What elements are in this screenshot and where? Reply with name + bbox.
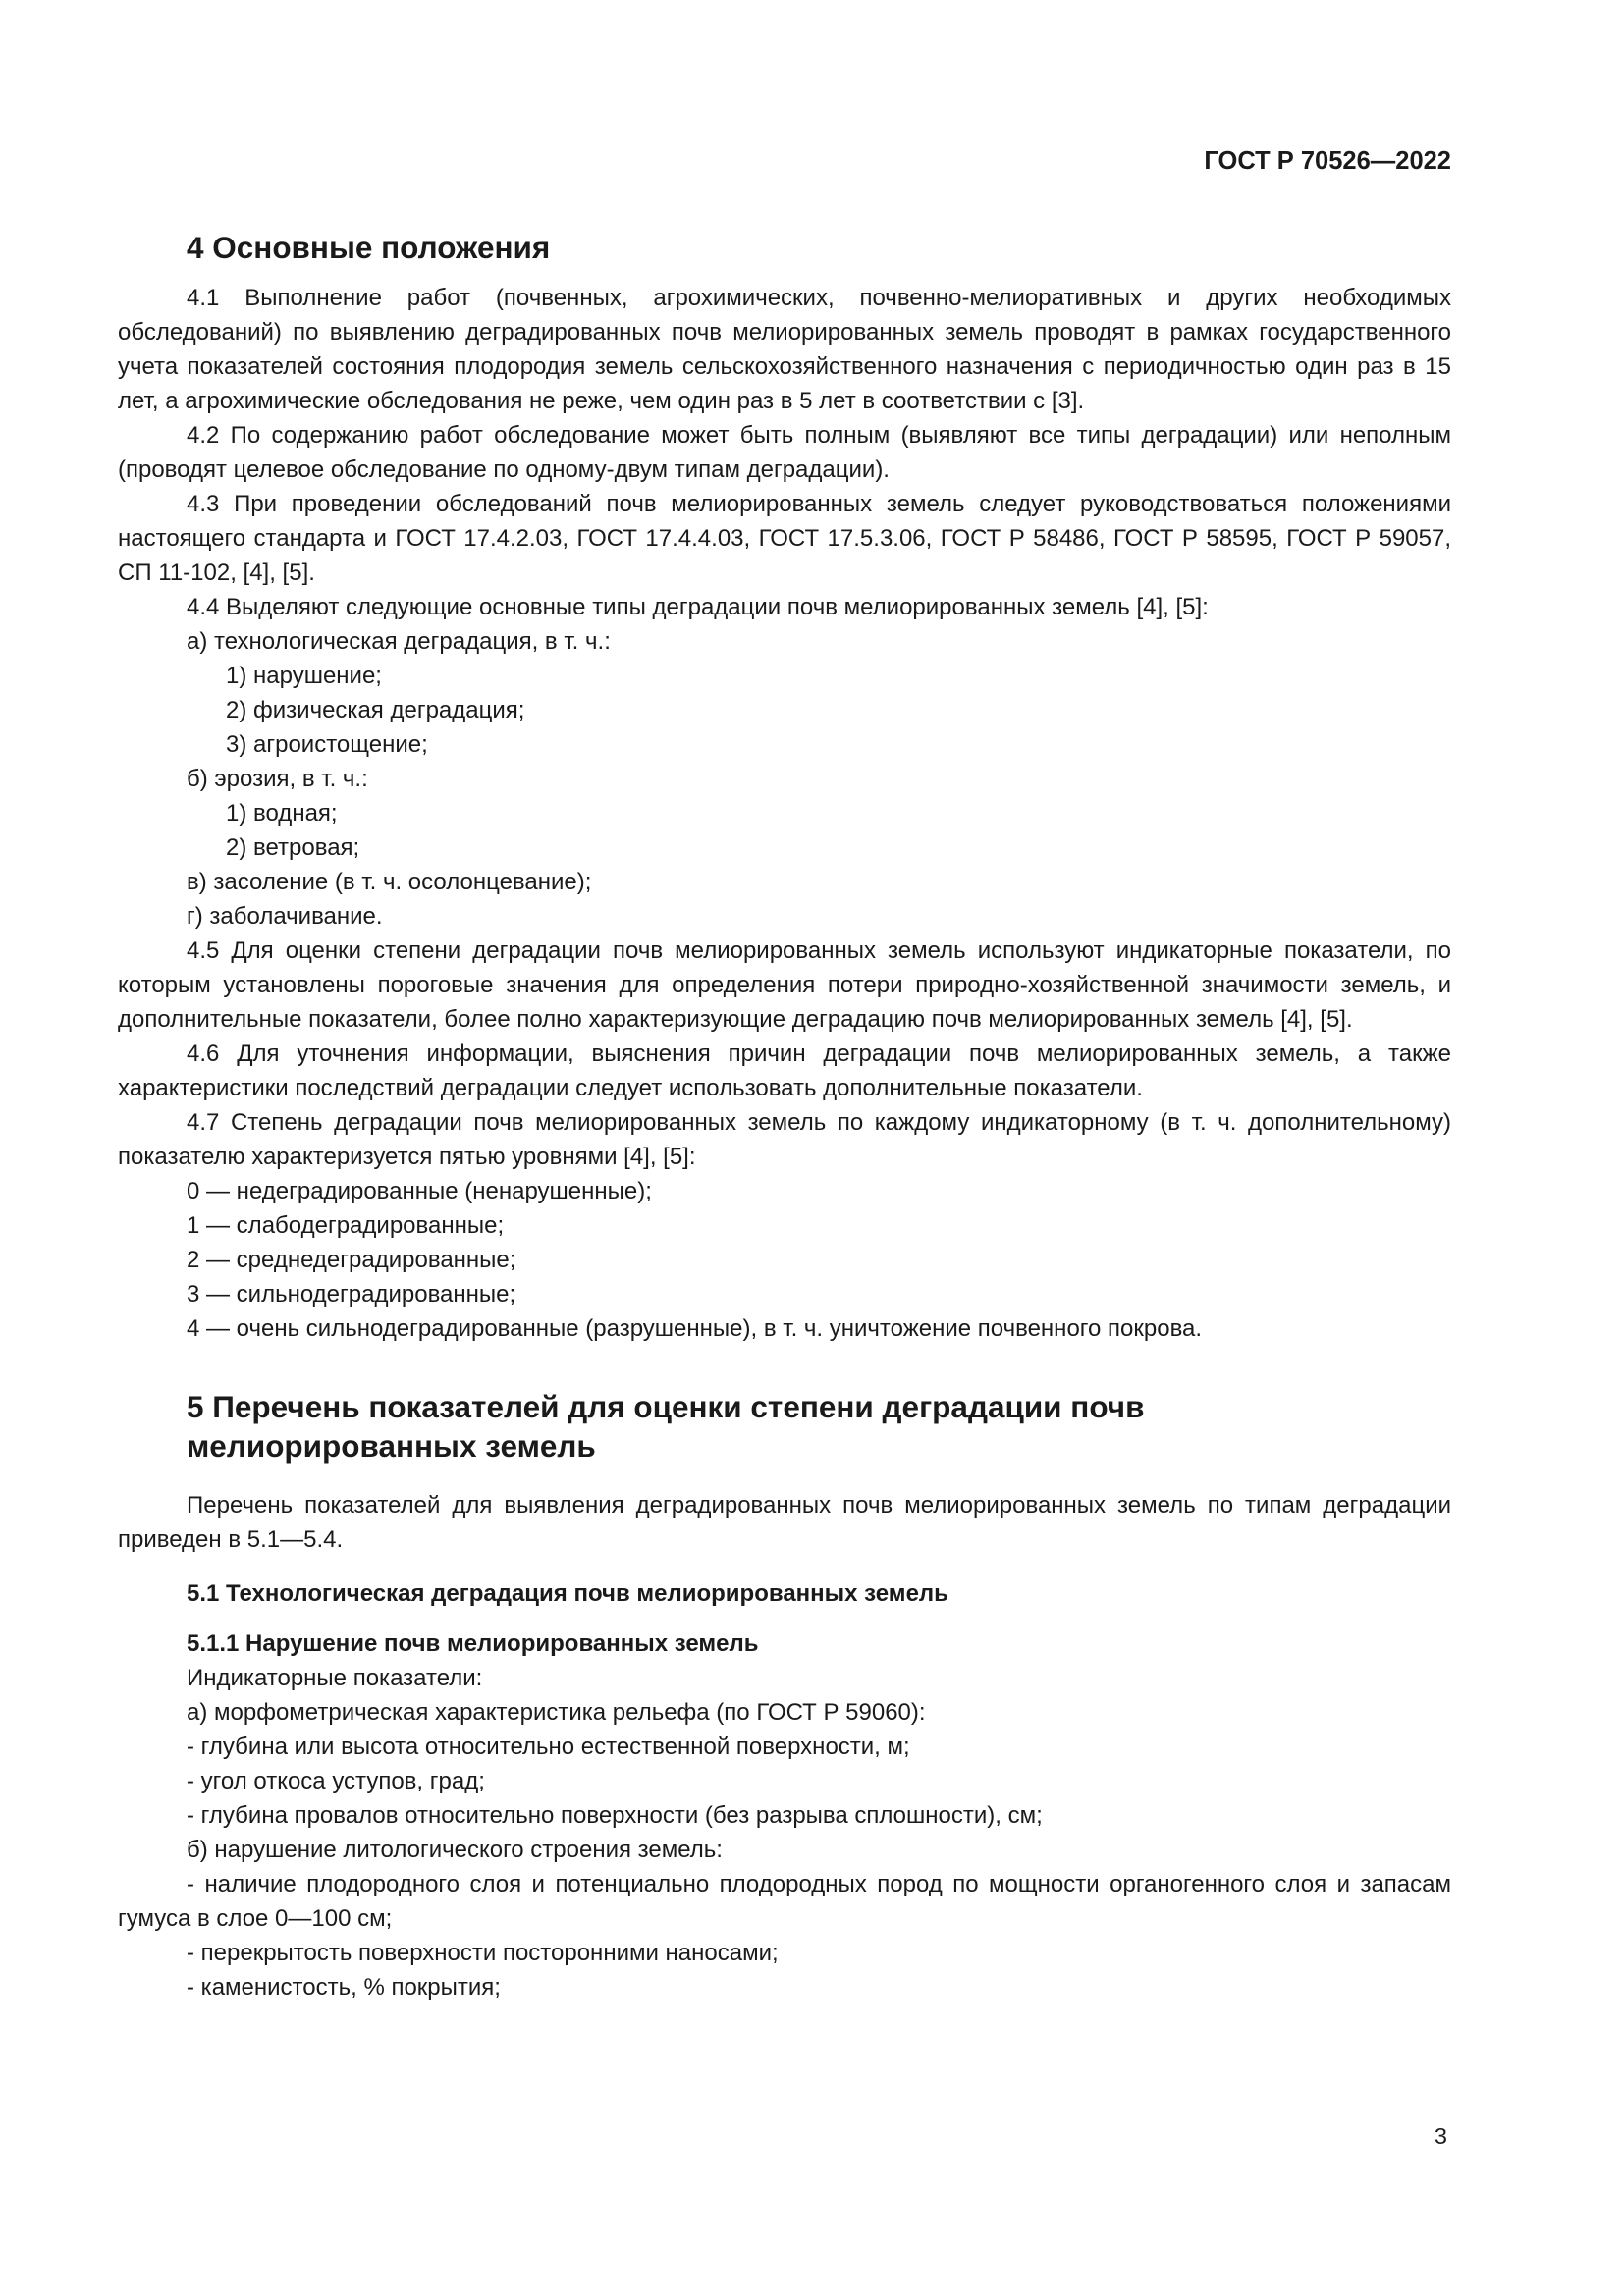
paragraph-4-6: 4.6 Для уточнения информации, выяснения причин деградации почв мелиорированных земель, а также характеристики последствий деградации следует использовать дополнительные показатели. — [118, 1041, 1451, 1101]
list-item: г) заболачивание. — [187, 903, 383, 930]
list-item: в) засоление (в т. ч. осолонцевание); — [187, 869, 592, 895]
list-item: - глубина или высота относительно естественной поверхности, м; — [187, 1734, 910, 1760]
list-item: - перекрытость поверхности посторонними наносами; — [187, 1940, 779, 1966]
subsection-5-1-1-title: 5.1.1 Нарушение почв мелиорированных земель — [187, 1630, 759, 1657]
list-item: 1) нарушение; — [226, 663, 382, 689]
list-item: - наличие плодородного слоя и потенциально плодородных пород по мощности органогенного слоя и запасам гумуса в слое 0—100 см; — [118, 1871, 1451, 1932]
degradation-level: 3 — сильнодеградированные; — [187, 1281, 516, 1308]
list-item: а) морфометрическая характеристика рельефа (по ГОСТ Р 59060): — [187, 1699, 926, 1726]
paragraph-4-7: 4.7 Степень деградации почв мелиорированных земель по каждому индикаторному (в т. ч. дополнительному) показателю характеризуется пятью уровнями [4], [5]: — [118, 1109, 1451, 1170]
list-item: 2) ветровая; — [226, 834, 360, 861]
section-5-intro: Перечень показателей для выявления деградированных почв мелиорированных земель по типам деградации приведен в 5.1—5.4. — [118, 1492, 1451, 1553]
degradation-level: 0 — недеградированные (ненарушенные); — [187, 1178, 652, 1204]
paragraph-4-1: 4.1 Выполнение работ (почвенных, агрохимических, почвенно-мелиоративных и других необходимых обследований) по выявлению деградированных почв мелиорированных земель проводят в рамках государственного учета показателей состояния плодородия земель сельскохозяйственного назначения с периодичностью один раз в 15 лет, а агрохимические обследования не реже, чем один раз в 5 лет в соответствии с [3]. — [118, 285, 1451, 414]
section-5-title-line2: мелиорированных земель — [187, 1428, 596, 1464]
document-header: ГОСТ Р 70526—2022 — [1204, 147, 1451, 175]
paragraph-4-4: 4.4 Выделяют следующие основные типы деградации почв мелиорированных земель [4], [5]: — [187, 594, 1209, 620]
list-item: - угол откоса уступов, град; — [187, 1768, 485, 1794]
list-item: - каменистость, % покрытия; — [187, 1974, 501, 2001]
indicators-label: Индикаторные показатели: — [187, 1665, 483, 1691]
list-item: а) технологическая деградация, в т. ч.: — [187, 628, 611, 655]
list-item: б) нарушение литологического строения земель: — [187, 1837, 723, 1863]
list-item: 3) агроистощение; — [226, 731, 428, 758]
degradation-level: 4 — очень сильнодеградированные (разрушенные), в т. ч. уничтожение почвенного покрова. — [187, 1315, 1203, 1342]
section-5-title — [118, 1387, 1451, 1466]
section-4-title: 4 Основные положения — [187, 230, 551, 265]
list-item: - глубина провалов относительно поверхности (без разрыва сплошности), см; — [187, 1802, 1043, 1829]
paragraph-4-5: 4.5 Для оценки степени деградации почв мелиорированных земель используют индикаторные показатели, по которым установлены пороговые значения для определения потери природно-хозяйственной значимости земель, и дополнительные показатели, более полно характеризующие деградацию почв мелиорированных земель [4], [5]. — [118, 937, 1451, 1033]
degradation-level: 1 — слабодеградированные; — [187, 1212, 505, 1239]
list-item: б) эрозия, в т. ч.: — [187, 766, 368, 792]
page-number: 3 — [1434, 2123, 1447, 2149]
paragraph-4-3: 4.3 При проведении обследований почв мелиорированных земель следует руководствоваться положениями настоящего стандарта и ГОСТ 17.4.2.03, ГОСТ 17.4.4.03, ГОСТ 17.5.3.06, ГОСТ Р 58486, ГОСТ Р 58595, ГОСТ Р 59057, СП 11-102, [4], [5]. — [118, 491, 1451, 586]
page-content — [118, 228, 1451, 2004]
section-5-title-line1: 5 Перечень показателей для оценки степени деградации почв — [187, 1389, 1145, 1424]
paragraph-4-2: 4.2 По содержанию работ обследование может быть полным (выявляют все типы деградации) или неполным (проводят целевое обследование по одному-двум типам деградации). — [118, 422, 1451, 483]
degradation-level: 2 — среднедеградированные; — [187, 1247, 516, 1273]
list-item: 2) физическая деградация; — [226, 697, 525, 723]
subsection-5-1-title: 5.1 Технологическая деградация почв мелиорированных земель — [187, 1580, 948, 1607]
list-item: 1) водная; — [226, 800, 338, 827]
